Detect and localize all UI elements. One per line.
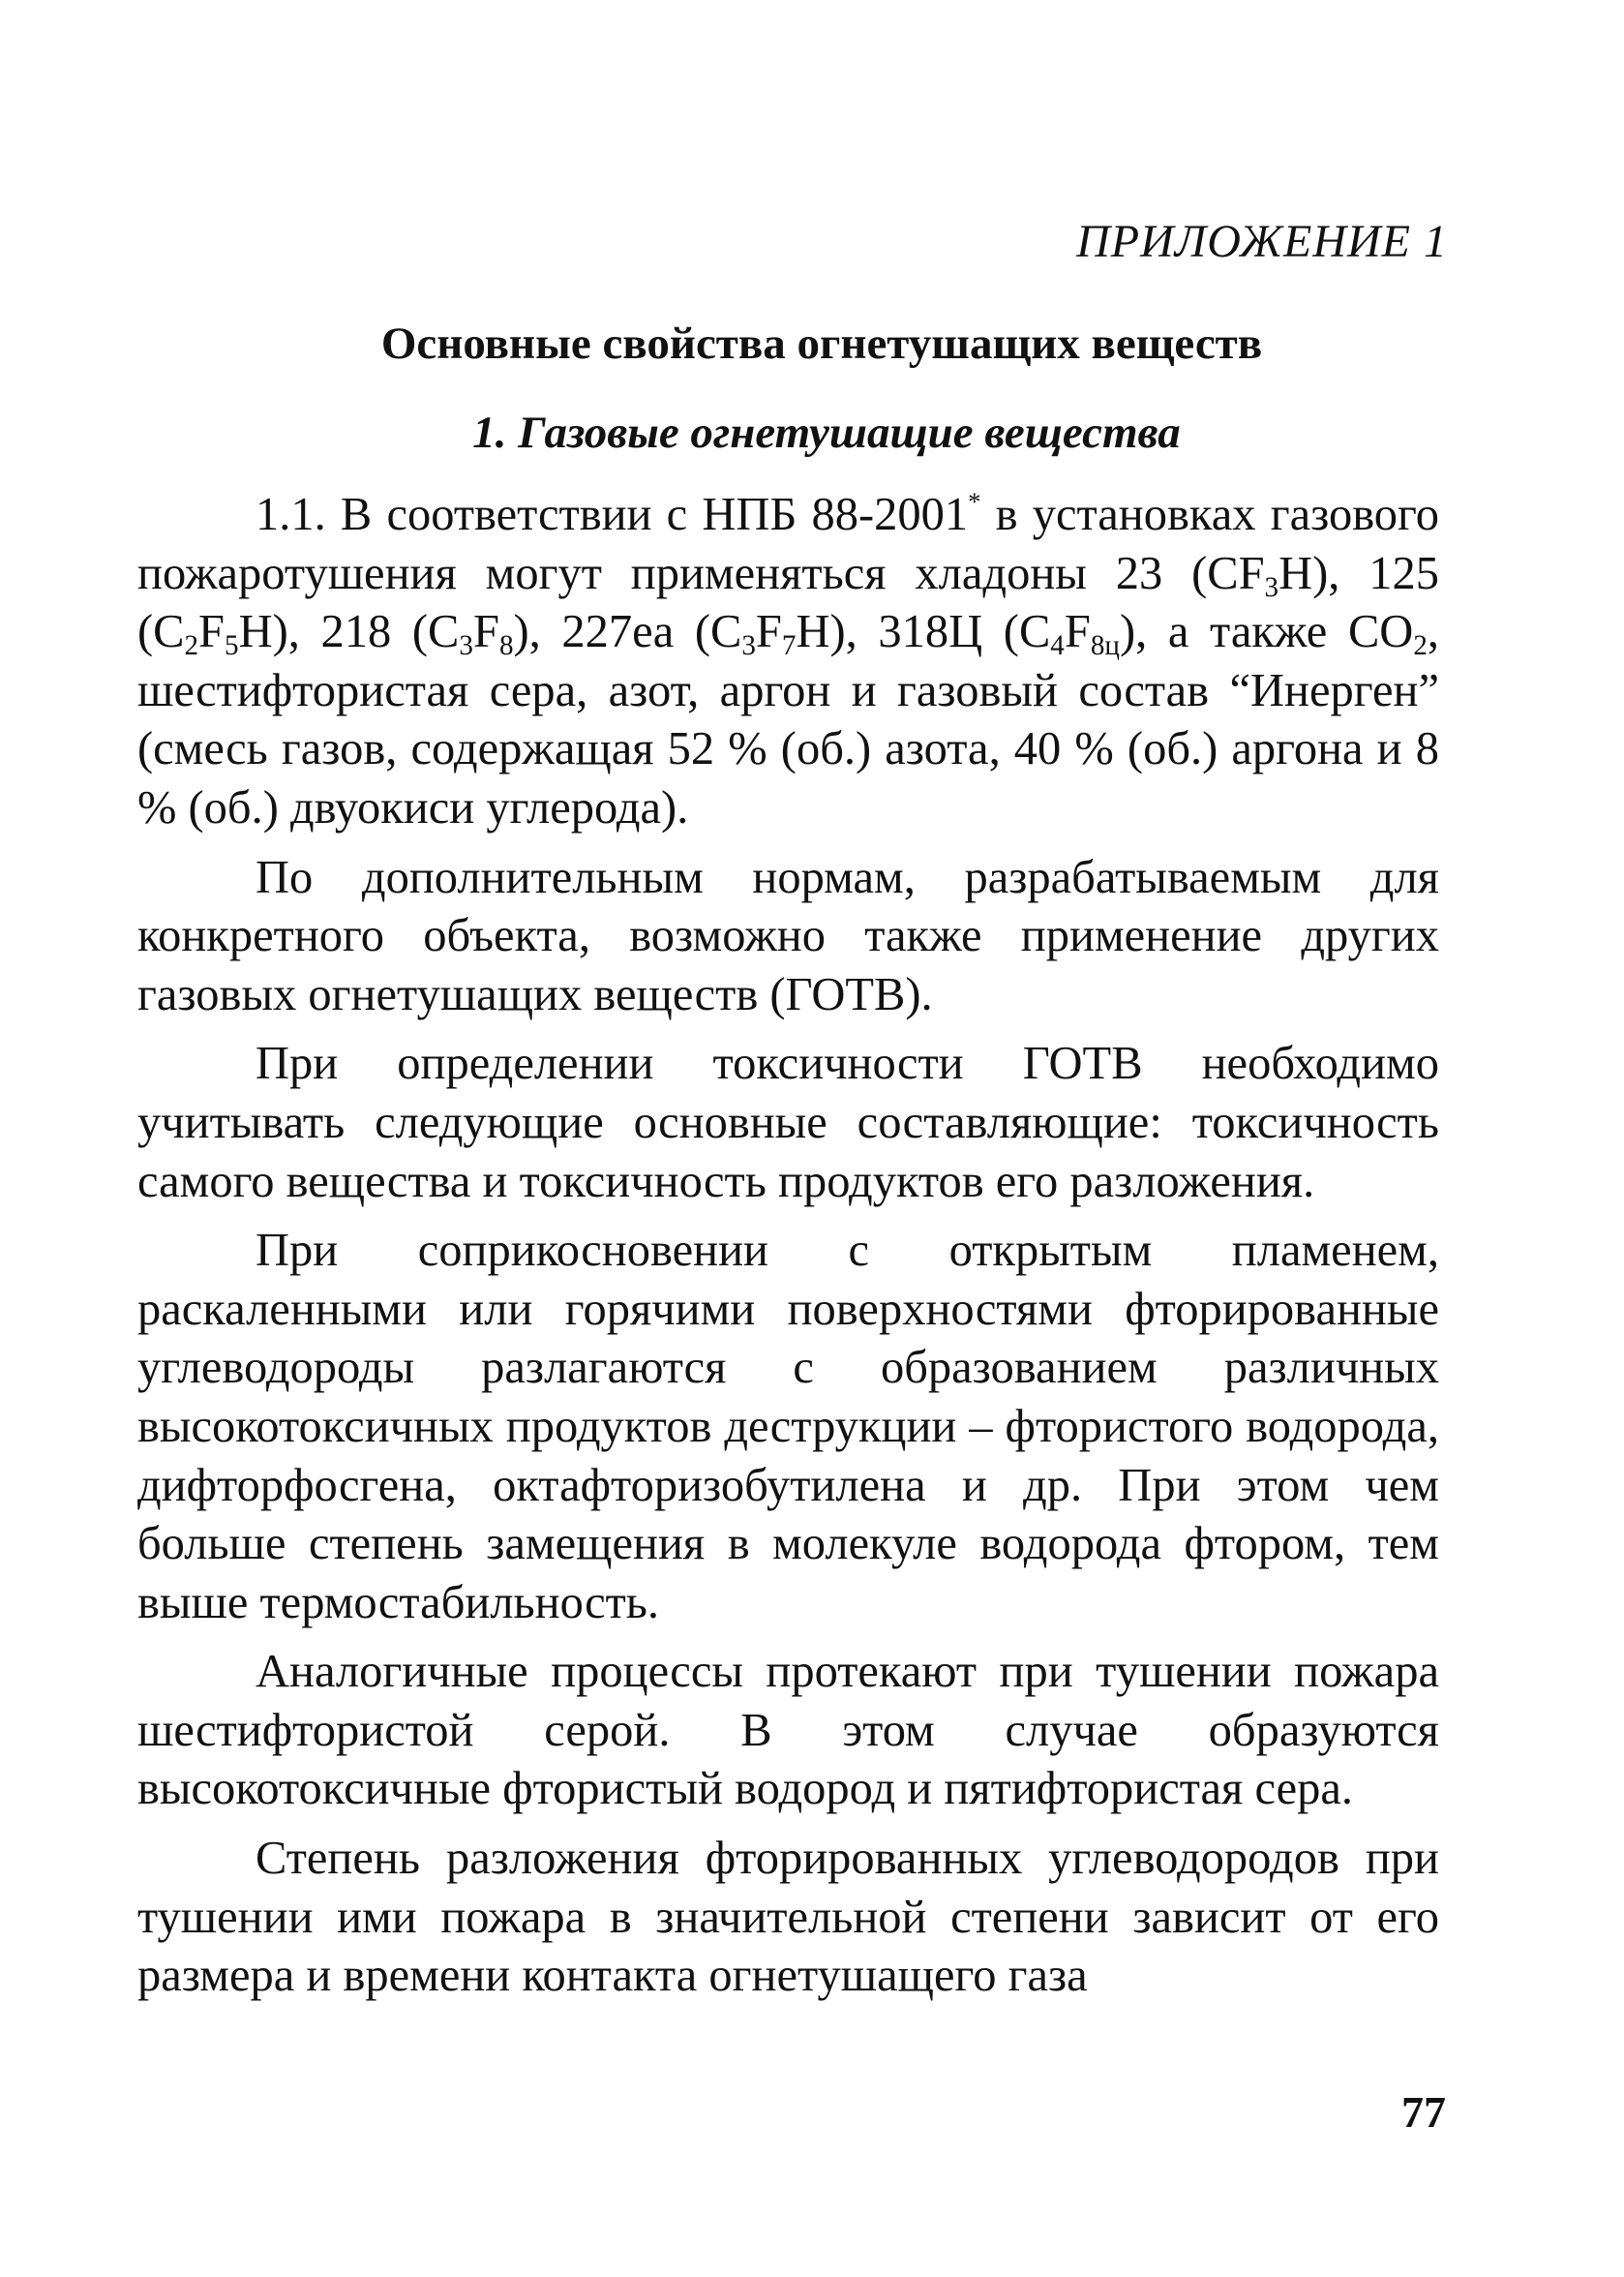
appendix-label: ПРИЛОЖЕНИЕ 1 bbox=[1076, 216, 1448, 267]
paragraph-1: 1.1. В соответствии с НПБ 88-2001* в установках газового пожаротушения могут применяться хладоны 23 $(CF_3H)$, 125 $(C_2F_5H)$, 218 $(C_3F_8)$, 227ea $(C_3F_7H)$, 318Ц $(C_4F_{8ц})$, а также $CO_2$, шестифтористая сера, азот, аргон и газовый состав “Инерген” (смесь газов, содержащая 52 % (об.) азота, 40 % (об.) аргона и 8 % (об.) двуокиси углерода). bbox=[137, 487, 1439, 834]
paragraph-4: При соприкосновении с открытым пламенем, раскаленными или горячими поверхностями фторированные углеводороды разлагаются с образованием различных высокотоксичных продуктов деструкции – фтористого водорода, дифторфосгена, октафторизобутилена и др. При этом чем больше степень замещения в молекуле водорода фтором, тем выше термостабильность. bbox=[137, 1225, 1439, 1628]
page-title: Основные свойства огнетушащих веществ bbox=[380, 319, 1263, 369]
paragraph-5: Аналогичные процессы протекают при тушении пожара шестифтористой серой. В этом случае образуются высокотоксичные фтористый водород и пятифтористая сера. bbox=[137, 1646, 1439, 1815]
body-text bbox=[137, 486, 1439, 2006]
page-number: 77 bbox=[1401, 2087, 1446, 2137]
paragraph-2: По дополнительным нормам, разрабатываемым для конкретного объекта, возможно также применение других газовых огнетушащих веществ (ГОТВ). bbox=[137, 851, 1439, 1020]
paragraph-6: Степень разложения фторированных углеводородов при тушении ими пожара в значительной степени зависит от его размера и времени контакта огнетушащего газа bbox=[137, 1833, 1439, 2002]
section-title: 1. Газовые огнетушащие вещества bbox=[472, 408, 1181, 458]
paragraph-3: При определении токсичности ГОТВ необходимо учитывать следующие основные составляющие: токсичность самого вещества и токсичность продуктов его разложения. bbox=[137, 1038, 1439, 1207]
